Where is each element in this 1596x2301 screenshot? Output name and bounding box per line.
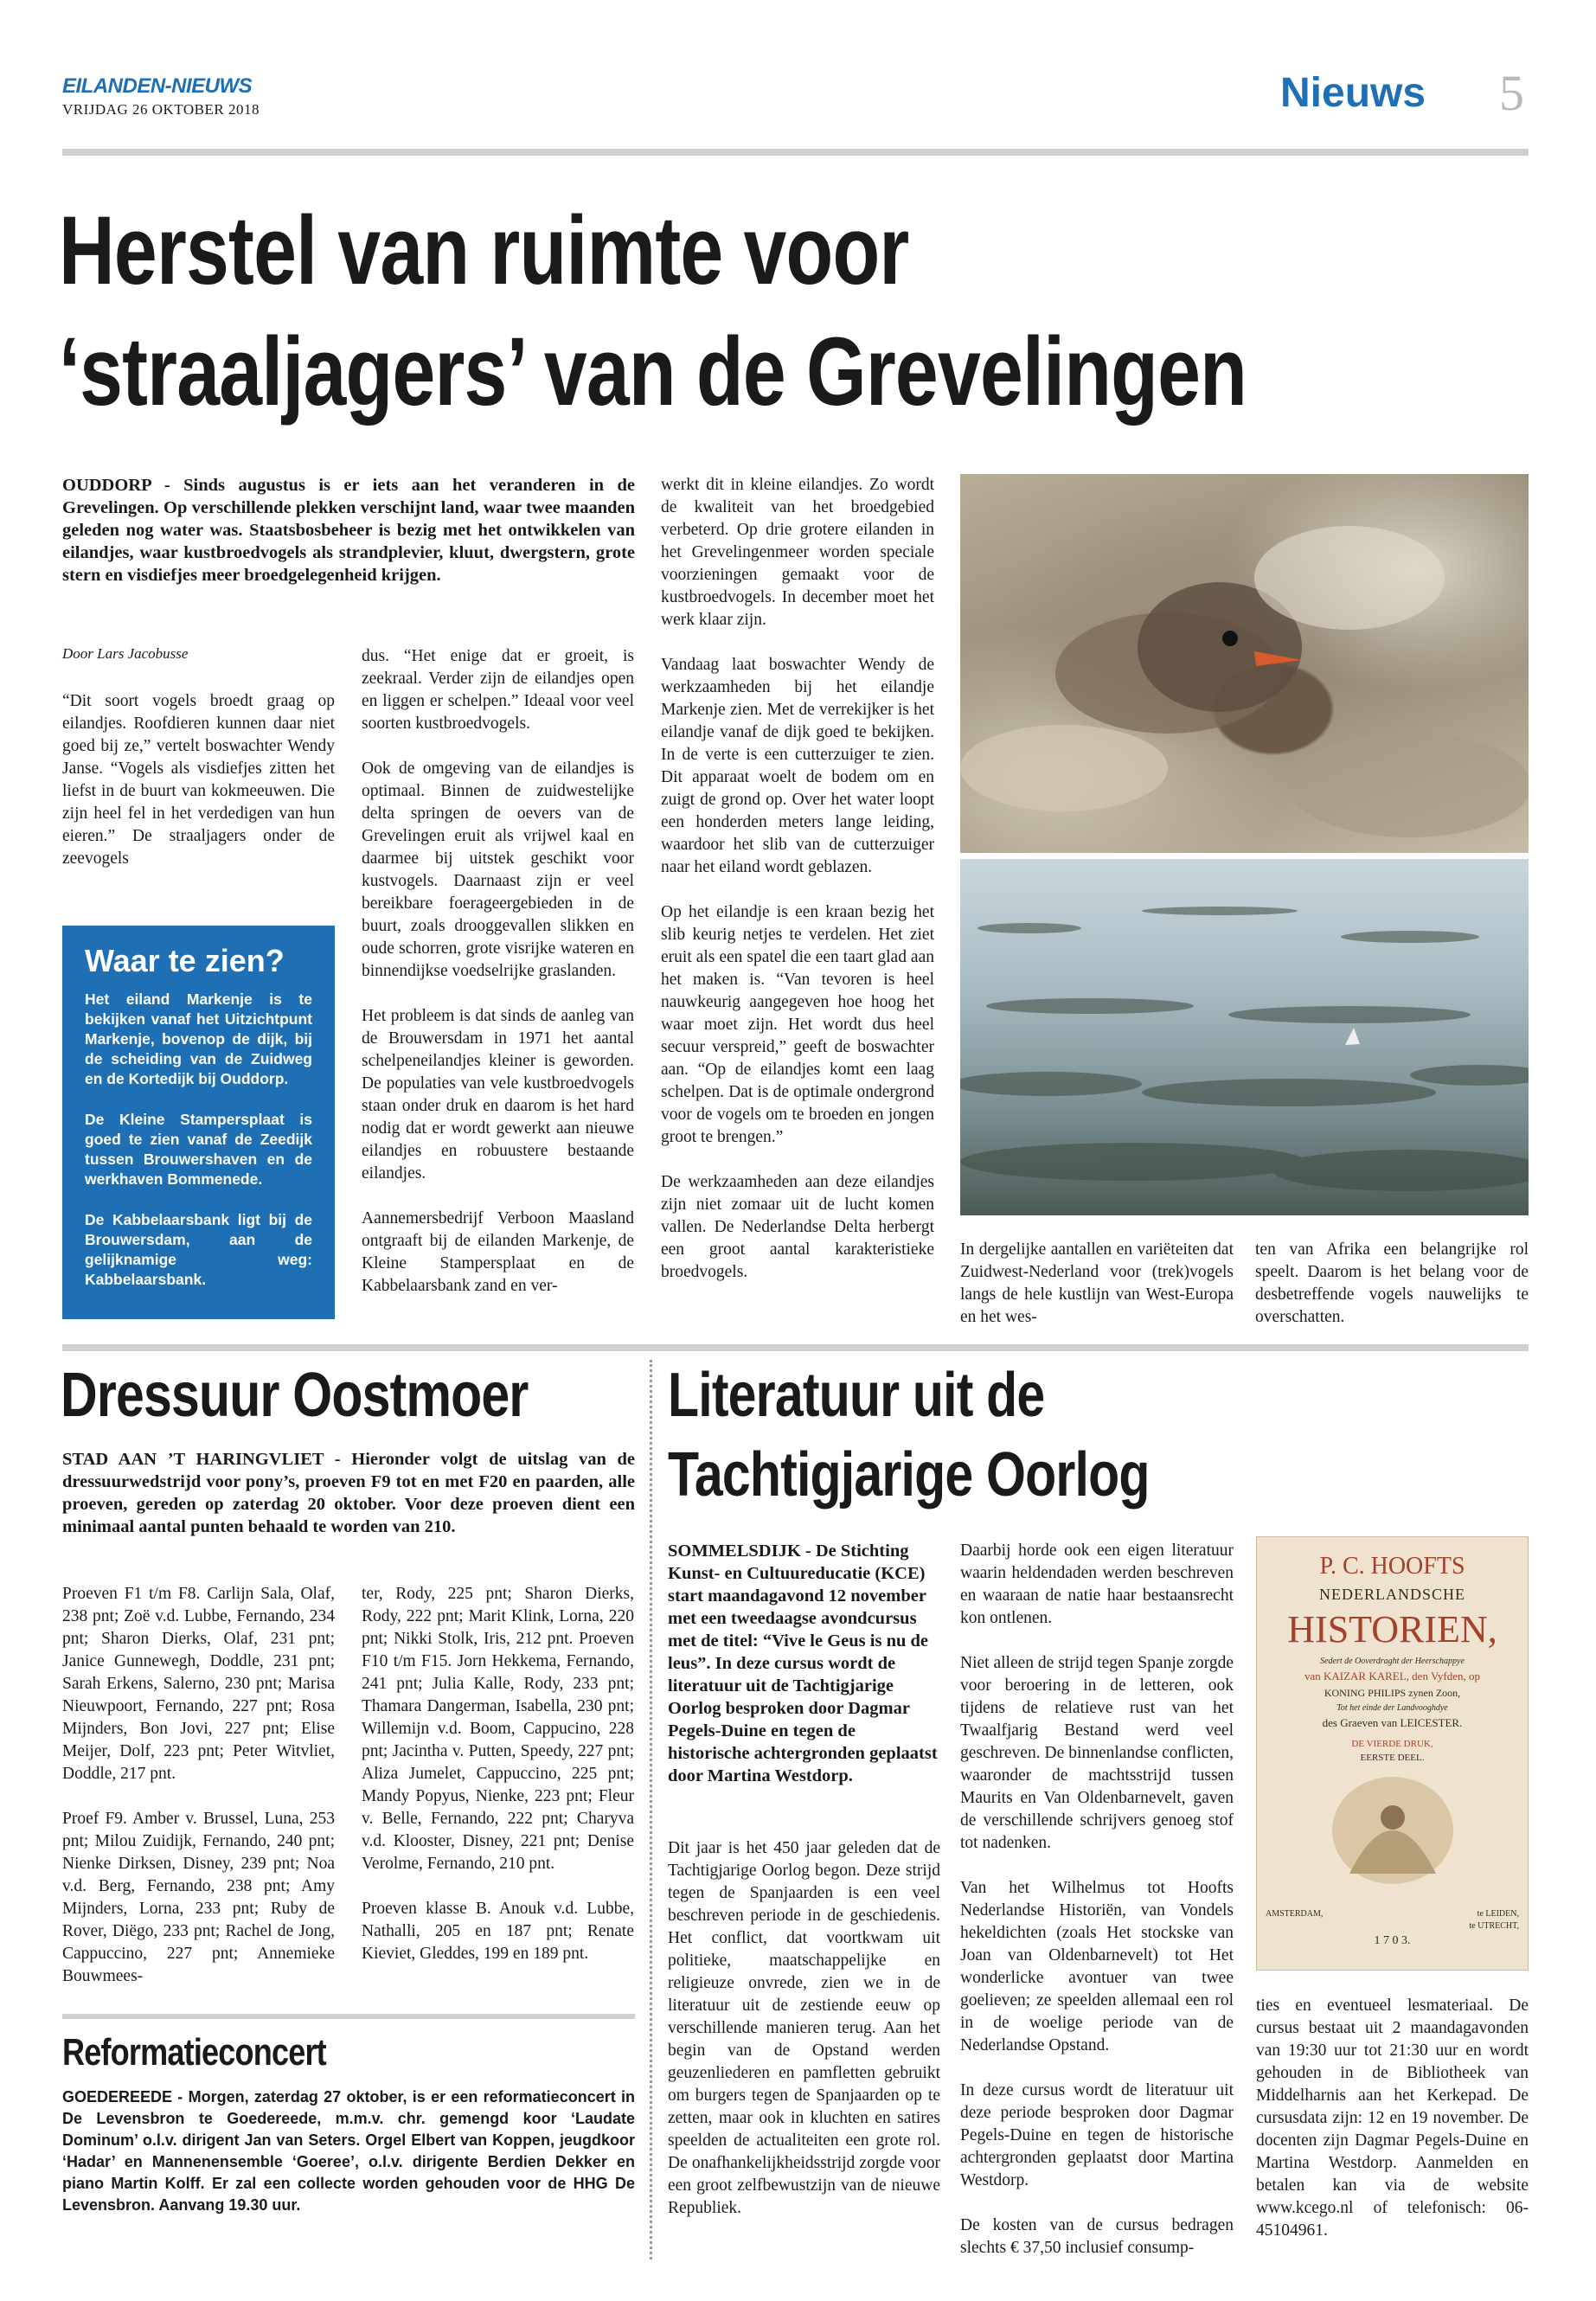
literatuur-headline-2: Tachtigjarige Oorlog xyxy=(668,1440,1150,1509)
reformatie-text: GOEDEREEDE - Morgen, zaterdag 27 oktober, is er een reformatieconcert in De Levensbron te Goedereede, m.m.v. chr. gemengd koor ‘Laudate Dominum’ o.l.v. dirigent Jan van Seters. Orgel Elbert van Koppen, jeugdkoor ‘Hadar’ en Mannenensemble ‘Goeree’, o.l.v. dirigente Berdien Dekker en piano Martin Kolff. Er zal een collecte worden gehouden voor de HHG De Levensbron. Aanvang 19.30 uur. xyxy=(62,2088,635,2214)
dressuur-lead: STAD AAN ’T HARINGVLIET - Hieronder volgt de uitslag van de dressuurwedstrijd voor pony’s, proeven F9 tot en met F20 en paarden, alle proeven, gereden op zaterdag 20 oktober. Voor deze proeven dient een minimaal aantal punten behaald te worden van 210. xyxy=(62,1450,635,1536)
paragraph: Proeven F1 t/m F8. Carlijn Sala, Olaf, 238 pnt; Zoë v.d. Lubbe, Fernando, 234 pnt; Sharon Dierks, Olaf, 231 pnt; Janice Gunnewegh, Doddle, 231 pnt; Sarah Erkens, Salerno, 230 pnt; Marisa Nieuwpoort, Fernando, 227 pnt; Rosa Mijnders, Bon Jovi, 227 pnt; Elise Meijer, Dolf, 223 pnt; Peter Witvliet, Doddle, 217 pnt. xyxy=(62,1585,335,1783)
paragraph: De kosten van de cursus bedragen slechts € 37,50 inclusief consump- xyxy=(960,2216,1234,2257)
byline: Door Lars Jacobusse xyxy=(62,645,189,662)
tern-chick-illustration xyxy=(960,474,1529,853)
paragraph: Ook de omgeving van de eilandjes is optimaal. Binnen de zuidwestelijke delta springen de oevers van de Grevelingen eruit als vrijwel kaal en daarmee bij uitstek geschikt voor kustvogels. Daarnaast zijn er veel bereikbare foerageergebieden in de buurt, zoals drooggevallen slikken en oude schorren, grote visrijke wateren en binnendijkse voedselrijke graslanden. xyxy=(362,760,634,980)
paragraph: Van het Wilhelmus tot Hoofts Nederlandse Historiën, van Vondels hekeldichten (zoals Het stockske van Joan van Oldenbarnevelt) tot Het wonderlicke avontuer van twee goelieven; ze speelden allemaal een rol in de woelige periode van de Nederlandse Opstand. xyxy=(960,1879,1234,2054)
literatuur-col-1: Dit jaar is het 450 jaar geleden dat de Tachtigjarige Oorlog begon. Deze strijd tegen de Spanjaarden is een veel beschreven periode in de geschiedenis. Het conflict, dat voortkwam uit politieke, maatschappelijke en religieuze onvrede, zien we in de literatuur uit de zestiende eeuw op verschillende manieren terug. Aan het begin van de Opstand werden geuzenliederen en pamfletten gebruikt om burgers tegen de Spanjaarden op te zetten, maar ook in kluchten en satires speelden de actualiteiten een grote rol. De onafhankelijkheidsstrijd zorgde voor een groot zelfbewustzijn van de nieuwe Republiek. xyxy=(668,1839,940,2217)
paragraph: In deze cursus wordt de literatuur uit deze periode besproken door Dagmar Pegels-Duine en tegen de historische achtergronden geplaatst door Martina Westdorp. xyxy=(960,2081,1234,2189)
paragraph: Het probleem is dat sinds de aanleg van de Brouwersdam in 1971 het aantal schelpeneilandjes kleiner is geworden. De populaties van vele kustbroedvogels staan onder druk en daarom is het hard nodig dat er wordt gewerkt aan nieuwe eilandjes en robuustere bestaande eilandjes. xyxy=(362,1007,634,1183)
book-line: des Graeven van LEICESTER. xyxy=(1322,1716,1463,1729)
literatuur-headline-1: Literatuur uit de xyxy=(668,1361,1045,1430)
dressuur-col-2 xyxy=(362,1583,634,1988)
top-rule xyxy=(62,149,1529,156)
book-imprint: te LEIDEN, xyxy=(1477,1909,1519,1919)
book-line: DE VIERDE DRUK, xyxy=(1351,1739,1433,1749)
mudflat-illustration xyxy=(960,859,1529,1215)
masthead-date: VRIJDAG 26 OKTOBER 2018 xyxy=(62,101,260,118)
book-line: KONING PHILIPS zynen Zoon, xyxy=(1324,1687,1461,1699)
page-number: 5 xyxy=(1499,65,1524,121)
literatuur-col-3: ties en eventueel lesmateriaal. De cursus bestaat uit 2 maandagavonden van 19:30 uur tot 21:30 uur en wordt gehouden in de Bibliotheek van Middelharnis aan het Kerkepad. De cursusdata zijn: 12 en 19 november. De docenten zijn Dagmar Pegels-Duine en Martina Westdorp. Aanmelden en betalen kan via de website www.kcego.nl of telefonisch: 06-45104961. xyxy=(1256,1997,1529,2240)
headline-line-1: Herstel van ruimte voor xyxy=(59,196,909,304)
dressuur-col-1 xyxy=(62,1583,335,2010)
photo-wadden xyxy=(960,859,1529,1215)
article-col-2 xyxy=(362,645,634,1320)
paragraph: Proeven klasse B. Anouk v.d. Lubbe, Nathalli, 205 en 187 pnt; Renate Kieviet, Gleddes, 199 en 189 pnt. xyxy=(362,1900,634,1963)
book-author: P. C. HOOFTS xyxy=(1319,1553,1465,1580)
book-title: HISTORIEN, xyxy=(1287,1608,1497,1650)
info-box-p2: De Kleine Stampersplaat is goed te zien vanaf de Zeedijk tussen Brouwershaven en de werkhaven Bommenede. xyxy=(85,1111,312,1188)
paragraph: Niet alleen de strijd tegen Spanje zorgde voor beroering in de letteren, ook tijdens de relatieve rust van het Twaalfjarig Bestand werd veel geschreven. De binnenlandse conflicten, waaronder de machtsstrijd tussen Maurits en Van Oldenbarnevelt, gaven de verschillende schrijvers genoeg stof tot nadenken. xyxy=(960,1654,1234,1852)
article-lead: OUDDORP - Sinds augustus is er iets aan het veranderen in de Grevelingen. Op verschillende plekken verschijnt land, waar twee maanden geleden nog water was. Staatsbosbeheer is bezig met het ontwikkelen van eilandjes, waar kustbroedvogels als strandplevier, kluut, dwergstern, grote stern en visdiefjes meer broedgelegenheid krijgen. xyxy=(62,476,635,585)
book-title-page xyxy=(1256,1536,1529,1971)
info-box-p3: De Kabbelaarsbank ligt bij de Brouwersdam, aan de gelijknamige weg: Kabbelaarsbank. xyxy=(85,1211,312,1288)
paragraph: dus. “Het enige dat er groeit, is zeekraal. Verder zijn de eilandjes open en liggen er schelpen.” Ideaal voor veel soorten kustbroedvogels. xyxy=(362,647,634,733)
paragraph: Aannemersbedrijf Verboon Maasland ontgraaft bij de eilanden Markenje, de Kleine Stampersplaat en de Kabbelaarsbank zand en ver- xyxy=(362,1209,634,1295)
section-label: Nieuws xyxy=(1280,70,1426,116)
book-line: van KAIZAR KAREL, den Vyfden, op xyxy=(1304,1670,1481,1682)
book-imprint: AMSTERDAM, xyxy=(1266,1909,1324,1919)
article-col-3 xyxy=(661,474,934,1306)
photo-tern-chick xyxy=(960,474,1529,853)
column-divider xyxy=(650,1360,652,2259)
book-line: Sedert de Ooverdraght der Heerschappye xyxy=(1320,1657,1465,1666)
masthead-logo: EILANDEN-NIEUWS xyxy=(62,74,253,98)
book-line: Tot het einde der Landvooghdye xyxy=(1336,1703,1448,1713)
dressuur-headline: Dressuur Oostmoer xyxy=(61,1361,529,1430)
book-year: 1 7 0 3. xyxy=(1374,1934,1411,1947)
article-col-1: “Dit soort vogels broedt graag op eilandjes. Roofdieren kunnen daar niet goed bij ze,” vertelt boswachter Wendy Janse. “Vogels als visdiefjes zitten het liefst in de buurt van kokmeeuwen. Die zijn heel fel in het verdedigen van hun eieren.” De straaljagers onder de zeevogels xyxy=(62,692,335,868)
book-line: NEDERLANDSCHE xyxy=(1319,1586,1465,1603)
paragraph: Vandaag laat boswachter Wendy de werkzaamheden bij het eilandje Markenje zien. Met de verrekijker is het eilandje vanaf de dijk goed te bekijken. In de verte is een cutterzuiger te zien. Dit apparaat woelt de bodem om en zuigt de grond op. Over het water loopt een honderden meters lange leiding, waardoor het slib van de cutterzuiger naar het eiland wordt geblazen. xyxy=(661,656,934,876)
paragraph: De werkzaamheden aan deze eilandjes zijn niet zomaar uit de lucht komen vallen. De Nederlandse Delta herbergt een groot aantal karakteristieke broedvogels. xyxy=(661,1173,934,1281)
book-engraving xyxy=(1324,1770,1462,1900)
info-box-p1: Het eiland Markenje is te bekijken vanaf het Uitzichtpunt Markenje, bovenop de dijk, bij de scheiding van de Zuidweg en de Kortedijk bij Ouddorp. xyxy=(85,990,312,1087)
literatuur-col-2 xyxy=(960,1540,1234,2282)
headline-line-2: ‘straaljagers’ van de Grevelingen xyxy=(59,317,1247,426)
book-line: EERSTE DEEL. xyxy=(1360,1753,1425,1763)
paragraph: werkt dit in kleine eilandjes. Zo wordt de kwaliteit van het broedgebied verbeterd. Op drie grotere eilanden in het Grevelingenmeer worden speciale voorzieningen gemaakt voor de kustbroedvogels. In december moet het werk klaar zijn. xyxy=(661,476,934,629)
book-imprint: te UTRECHT, xyxy=(1469,1921,1519,1931)
paragraph: ter, Rody, 225 pnt; Sharon Dierks, Rody, 222 pnt; Marit Klink, Lorna, 220 pnt; Nikki Stolk, Iris, 212 pnt. Proeven F10 t/m F15. Jorn Hekkema, Fernando, 241 pnt; Julia Kalle, Rody, 233 pnt; Thamara Dangerman, Isabella, 230 pnt; Willemijn v.d. Boom, Cappucino, 228 pnt; Jacintha v. Putten, Speedy, 227 pnt; Aliza Jumelet, Cappuccino, 225 pnt; Mandy Popyus, Nienke, 223 pnt; Fleur v. Belle, Fernando, 222 pnt; Charyva v.d. Klooster, Disney, 221 pnt; Denise Verolme, Fernando, 210 pnt. xyxy=(362,1585,634,1873)
reformatie-headline: Reformatieconcert xyxy=(62,2031,326,2073)
info-box-title: Waar te zien? xyxy=(85,943,285,978)
caption-col-5: ten van Afrika een belangrijke rol speelt. Daarom is het belang voor de desbetreffende vogels nauwelijks te overschatten. xyxy=(1255,1240,1529,1326)
info-box xyxy=(62,926,335,1319)
paragraph: Proef F9. Amber v. Brussel, Luna, 253 pnt; Milou Zuidijk, Fernando, 240 pnt; Nienke Dirksen, Disney, 239 pnt; Noa v.d. Berg, Fernando, 238 pnt; Amy Mijnders, Lorna, 233 pnt; Ruby de Rover, Diëgo, 233 pnt; Rachel de Jong, Cappuccino, 227 pnt; Annemieke Bouwmees- xyxy=(62,1810,335,1985)
section-rule xyxy=(62,1344,1529,1351)
literatuur-lead: SOMMELSDIJK - De Stichting Kunst- en Cultuureducatie (KCE) start maandagavond 12 november met een tweedaagse avondcursus met de titel: “Vive le Geus is nu de leus”. In deze cursus wordt de literatuur uit de Tachtigjarige Oorlog besproken door Dagmar Pegels-Duine en tegen de historische achtergronden geplaatst door Martina Westdorp. xyxy=(668,1541,938,1785)
paragraph: Op het eilandje is een kraan bezig het slib keurig netjes te verdelen. Het ziet eruit als een spatel die een taart glad aan het maken is. “Van tevoren is heel nauwkeurig aangegeven hoe hoog het waar moet zijn. Het wordt dus heel secuur verspreid,” geeft de boswachter aan. “Op de eilandjes komt een laag schelpen. Dat is de optimale ondergrond voor de vogels om te broeden en jongen groot te brengen.” xyxy=(661,903,934,1146)
reformatie-rule xyxy=(62,2014,635,2019)
paragraph: Daarbij horde ook een eigen literatuur waarin heldendaden werden beschreven en waaraan de natie haar bestaansrecht kon ontlenen. xyxy=(960,1541,1234,1627)
caption-col-4: In dergelijke aantallen en variëteiten dat Zuidwest-Nederland voor (trek)vogels langs de hele kustlijn van West-Europa en het wes- xyxy=(960,1240,1234,1326)
